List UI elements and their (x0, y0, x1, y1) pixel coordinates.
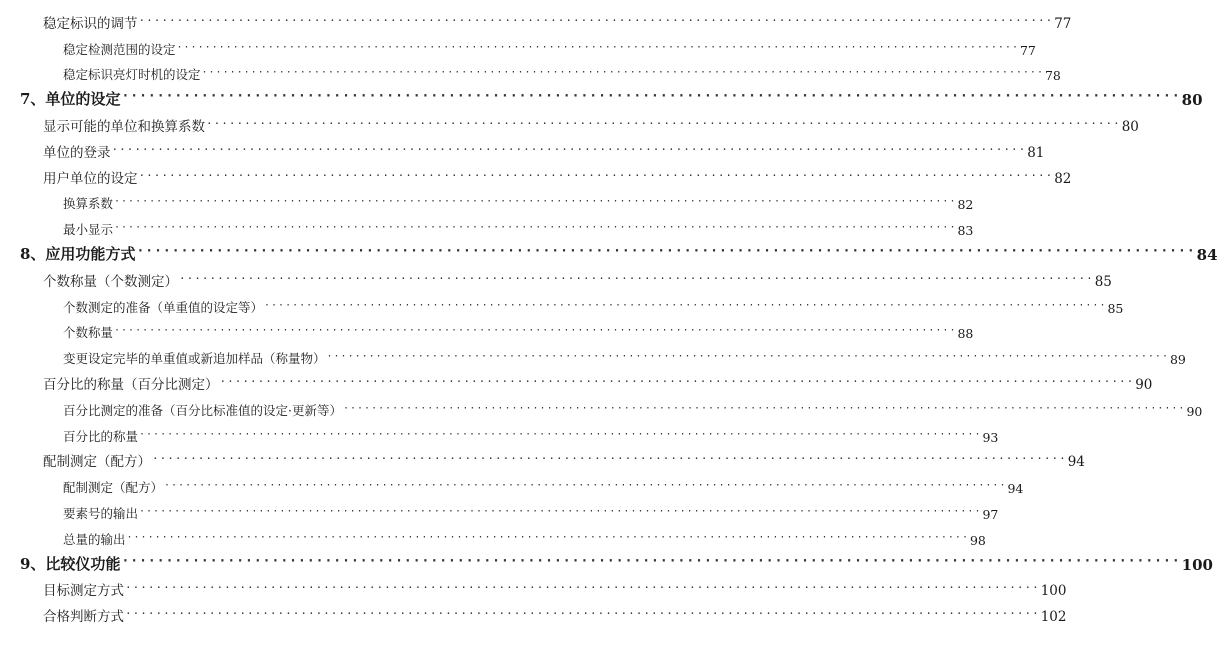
toc-entry[interactable] (0, 548, 1213, 574)
toc-entry-title: 总量的输出 (63, 531, 126, 547)
toc-leader-dots: ························································································································ (139, 428, 982, 440)
toc-leader-dots: ························································································································ (152, 452, 1067, 466)
table-of-contents (0, 6, 1218, 626)
toc-leader-dots: ························································································································ (326, 351, 1169, 363)
toc-leader-dots: ························································································································ (201, 67, 1044, 79)
toc-entry[interactable] (0, 393, 1203, 419)
toc-leader-dots: ························································································································ (176, 41, 1019, 53)
toc-entry-title: 稳定检测范围的设定 (63, 41, 176, 57)
toc-entry-page-number: 88 (957, 326, 974, 342)
toc-leader-dots: ························································································································ (138, 13, 1054, 27)
toc-leader-dots: ························································································································ (125, 607, 1040, 621)
toc-entry-title: 个数称量 (63, 325, 114, 341)
toc-entry-page-number: 83 (957, 223, 974, 239)
toc-entry-title: 7、单位的设定 (20, 90, 121, 109)
toc-entry-title: 百分比的称量（百分比测定） (43, 376, 219, 393)
toc-entry-title: 配制测定（配方） (63, 480, 164, 496)
toc-entry-page-number: 85 (1094, 273, 1112, 290)
toc-entry-page-number: 80 (1181, 91, 1203, 110)
toc-entry[interactable] (0, 341, 1186, 368)
toc-entry[interactable] (0, 83, 1203, 110)
toc-leader-dots: ························································································································ (342, 402, 1186, 414)
toc-entry[interactable] (0, 496, 999, 522)
toc-entry-title: 显示可能的单位和换算系数 (43, 118, 205, 135)
toc-entry[interactable] (0, 238, 1218, 264)
toc-entry-title: 8、应用功能方式 (20, 244, 136, 263)
toc-entry[interactable] (0, 264, 1112, 290)
toc-entry[interactable] (0, 316, 974, 342)
toc-entry-page-number: 93 (982, 429, 999, 445)
toc-entry-title: 最小显示 (63, 222, 114, 238)
toc-entry-page-number: 89 (1169, 352, 1186, 368)
toc-leader-dots: ························································································································ (139, 505, 982, 517)
toc-leader-dots: ························································································································ (136, 243, 1196, 259)
toc-entry-title: 9、比较仪功能 (20, 554, 121, 573)
toc-entry-page-number: 78 (1044, 68, 1061, 84)
toc-entry-title: 要素号的输出 (63, 505, 139, 521)
toc-leader-dots: ························································································································ (114, 325, 957, 337)
toc-leader-dots: ························································································································ (111, 142, 1027, 156)
toc-entry[interactable] (0, 135, 1045, 161)
toc-entry-page-number: 77 (1019, 42, 1036, 58)
toc-entry[interactable] (0, 445, 1085, 471)
toc-entry-page-number: 82 (1054, 170, 1072, 187)
toc-entry-title: 个数测定的准备（单重值的设定等） (63, 299, 264, 315)
toc-leader-dots: ························································································································ (121, 553, 1181, 569)
toc-entry-page-number: 90 (1135, 376, 1153, 393)
toc-entry[interactable] (0, 522, 986, 548)
toc-entry-title: 稳定标识亮灯时机的设定 (63, 67, 201, 83)
toc-entry[interactable] (0, 212, 974, 239)
toc-leader-dots: ························································································································ (206, 116, 1121, 130)
toc-entry-page-number: 94 (1007, 481, 1024, 497)
toc-entry-page-number: 102 (1040, 609, 1067, 626)
toc-entry-page-number: 82 (957, 197, 974, 213)
toc-entry-page-number: 90 (1186, 403, 1203, 419)
toc-entry[interactable] (0, 58, 1061, 84)
toc-leader-dots: ························································································································ (264, 299, 1107, 311)
toc-entry-title: 换算系数 (63, 196, 114, 212)
toc-entry[interactable] (0, 419, 999, 445)
toc-entry[interactable] (0, 599, 1067, 626)
toc-entry-page-number: 100 (1040, 583, 1067, 600)
toc-entry-title: 用户单位的设定 (43, 170, 138, 187)
toc-entry-page-number: 81 (1027, 144, 1045, 161)
toc-entry-title: 配制测定（配方） (43, 454, 151, 471)
toc-entry-title: 百分比测定的准备（百分比标准值的设定·更新等） (63, 402, 342, 418)
toc-entry[interactable] (0, 32, 1036, 58)
toc-leader-dots: ························································································································ (179, 271, 1094, 285)
toc-entry-page-number: 100 (1181, 555, 1213, 574)
toc-entry-title: 目标测定方式 (43, 583, 124, 600)
toc-leader-dots: ························································································································ (126, 531, 969, 543)
toc-leader-dots: ························································································································ (114, 222, 957, 234)
toc-entry-page-number: 84 (1196, 245, 1218, 264)
toc-entry-page-number: 85 (1107, 300, 1124, 316)
toc-entry[interactable] (0, 6, 1072, 32)
toc-entry[interactable] (0, 161, 1072, 187)
toc-entry-page-number: 77 (1054, 15, 1072, 32)
toc-leader-dots: ························································································································ (114, 196, 957, 208)
toc-entry-page-number: 98 (969, 532, 986, 548)
toc-entry-title: 个数称量（个数测定） (43, 273, 178, 290)
toc-entry[interactable] (0, 109, 1139, 135)
toc-entry-title: 百分比的称量 (63, 428, 139, 444)
toc-entry-page-number: 80 (1121, 118, 1139, 135)
toc-entry[interactable] (0, 470, 1024, 497)
toc-leader-dots: ························································································································ (125, 581, 1040, 595)
toc-entry[interactable] (0, 367, 1153, 393)
toc-entry[interactable] (0, 574, 1067, 600)
toc-entry[interactable] (0, 290, 1124, 316)
toc-entry-page-number: 94 (1067, 454, 1085, 471)
toc-leader-dots: ························································································································ (164, 480, 1007, 492)
toc-entry-title: 合格判断方式 (43, 609, 124, 626)
toc-entry-title: 单位的登录 (43, 144, 111, 161)
toc-entry-title: 变更设定完毕的单重值或新追加样品（称量物） (63, 351, 326, 367)
toc-entry-title: 稳定标识的调节 (43, 15, 138, 32)
toc-entry-page-number: 97 (982, 506, 999, 522)
toc-leader-dots: ························································································································ (219, 374, 1135, 388)
toc-leader-dots: ························································································································ (121, 89, 1181, 105)
toc-entry[interactable] (0, 187, 974, 213)
toc-leader-dots: ························································································································ (138, 168, 1054, 182)
